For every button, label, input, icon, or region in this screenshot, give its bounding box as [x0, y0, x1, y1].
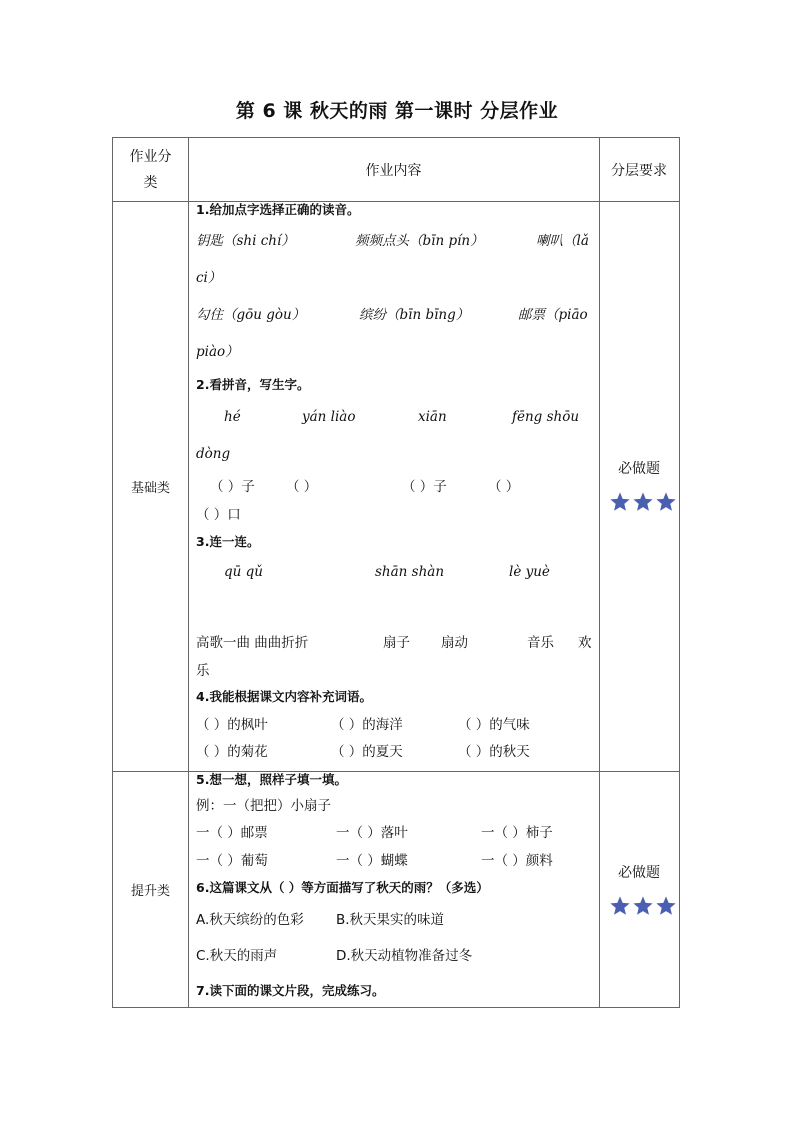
q2-pinyin-1: hé [224, 409, 241, 425]
q6-title: 6.这篇课文从（ ）等方面描写了秋天的雨？（多选） [196, 880, 489, 895]
q1-item-c2: ci） [196, 270, 222, 286]
q4-r2-c: （ ）的秋天 [458, 744, 530, 760]
q3-pinyin-3: lè yuè [509, 564, 550, 580]
star-icon [655, 491, 677, 513]
header-category-line2: 类 [143, 174, 158, 191]
q1-item-d: 勾住（gōu gòu） [196, 307, 306, 323]
q2-pinyin-4: fēng shōu [512, 409, 580, 425]
q4-r2-b: （ ）的夏天 [331, 744, 403, 760]
q3-pinyin-1: qū qǔ [224, 564, 263, 580]
q4-r2-a: （ ）的菊花 [196, 744, 268, 760]
q5-title: 5.想一想，照样子填一填。 [196, 772, 347, 787]
q2-blank-2: （ ） [286, 479, 318, 495]
q1-item-c1: 喇叭（lǎ [536, 233, 589, 249]
q5-r2-b: 一（ ）蝴蝶 [336, 853, 408, 869]
category-basic: 基础类 [130, 480, 170, 496]
page-title: 第 6 课 秋天的雨 第一课时 分层作业 [235, 100, 559, 122]
q3-word-5: 欢 [578, 635, 592, 651]
stars-basic [609, 491, 677, 513]
star-icon [609, 491, 631, 513]
q3-pinyin-2: shān shàn [375, 564, 445, 580]
requirement-basic: 必做题 [618, 461, 660, 477]
star-icon [632, 491, 654, 513]
star-icon [655, 895, 677, 917]
q2-pinyin-2: yán liào [302, 409, 356, 425]
q3-word-2: 扇子 [383, 635, 410, 651]
q2-title: 2.看拼音，写生字。 [196, 377, 310, 392]
q1-item-f1: 邮票（piāo [518, 307, 588, 323]
q1-item-e: 缤纷（bīn bīng） [359, 307, 470, 323]
q5-r1-a: 一（ ）邮票 [196, 825, 268, 841]
q2-blank-3: （ ）子 [402, 479, 447, 495]
q3-title: 3.连一连。 [196, 534, 260, 549]
q1-item-f2: piào） [196, 344, 239, 360]
q5-r1-c: 一（ ）柿子 [481, 825, 553, 841]
q3-word-1: 高歌一曲 曲曲折折 [196, 635, 309, 651]
q5-r2-a: 一（ ）葡萄 [196, 853, 268, 869]
header-category [113, 138, 188, 201]
q1-item-a: 钥匙（shi chí） [196, 233, 295, 249]
stars-advanced [609, 895, 677, 917]
q7-title: 7.读下面的课文片段，完成练习。 [196, 983, 385, 998]
q6-option-d: D.秋天动植物准备过冬 [336, 948, 473, 964]
header-category-line1: 作业分 [129, 148, 172, 165]
q3-word-4: 音乐 [527, 635, 554, 651]
q1-title: 1.给加点字选择正确的读音。 [196, 202, 360, 217]
category-advanced: 提升类 [130, 883, 170, 899]
header-requirement: 分层要求 [611, 162, 667, 179]
q5-example: 例：一（把把）小扇子 [196, 798, 331, 814]
q5-r2-c: 一（ ）颜料 [481, 853, 553, 869]
q2-pinyin-5: dòng [196, 446, 231, 462]
star-icon [609, 895, 631, 917]
q3-word-6: 乐 [196, 663, 210, 679]
q4-r1-b: （ ）的海洋 [331, 717, 403, 733]
q4-r1-c: （ ）的气味 [458, 717, 530, 733]
star-icon [632, 895, 654, 917]
q2-pinyin-3: xiān [418, 409, 447, 425]
q6-option-b: B.秋天果实的味道 [336, 912, 445, 928]
requirement-advanced: 必做题 [618, 865, 660, 881]
q6-option-c: C.秋天的雨声 [196, 948, 278, 964]
q1-item-b: 频频点头（bīn pín） [355, 233, 484, 249]
header-content: 作业内容 [365, 162, 422, 179]
q5-r1-b: 一（ ）落叶 [336, 825, 408, 841]
q3-word-3: 扇动 [441, 635, 468, 651]
q2-blank-4: （ ） [488, 479, 520, 495]
q4-r1-a: （ ）的枫叶 [196, 717, 268, 733]
q6-option-a: A.秋天缤纷的色彩 [196, 912, 304, 928]
q2-blank-1: （ ）子 [210, 479, 255, 495]
q2-blank-5: （ ）口 [196, 507, 241, 523]
q4-title: 4.我能根据课文内容补充词语。 [196, 689, 372, 704]
